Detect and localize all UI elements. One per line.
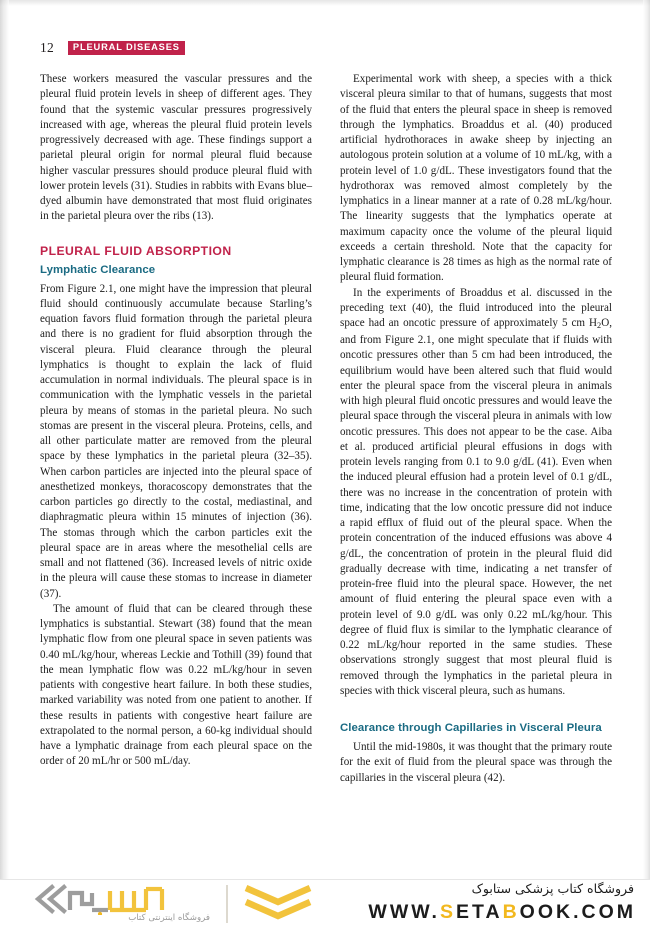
subscript-2: 2 (597, 320, 602, 330)
left-column (40, 72, 312, 878)
spacer (340, 699, 612, 721)
page-number: 12 (40, 40, 54, 55)
paragraph: From Figure 2.1, one might have the impression that pleural fluid should continuously accumulate because Starling’s equation favors fluid formation through the parietal pleura and there is no gradient for fluid absorption through the visceral pleura. Fluid clearance through the pleural lymphatics is thought to explain the lack of fluid accumulation in normal individuals. The pleural space is in communication with the lymphatic vessels in the parietal pleura by means of stomas in the parietal pleura. No such stomas are present in the visceral pleura. Proteins, cells, and all other particulate matter are removed from the pleural space by these lymphatics in the parietal pleura (32–35). When carbon particles are injected into the pleural space of anesthetized monkeys, thoracoscopy demonstrates that the carbon particles go directly to the costal, mediastinal, and diaphragmatic pleura within 15 minutes of injection (36). The stomas through which the carbon particles exit the pleural space are in areas where the mesothelial cells are small and not flattened (36). Increased levels of nitric oxide in the pleura will cause these stomas to increase in diameter (37). (40, 282, 312, 600)
footer-watermark-band (0, 879, 650, 930)
setabook-logo-subtitle: فروشگاه اینترنتی کتاب (128, 913, 210, 923)
section-heading-pleural-fluid-absorption: PLEURAL FLUID ABSORPTION (40, 243, 232, 258)
url-segment: OOK.COM (519, 901, 636, 923)
running-head (40, 40, 185, 56)
subsection-heading-lymphatic-clearance: Lymphatic Clearance (40, 263, 156, 276)
running-head-title: PLEURAL DISEASES (68, 41, 185, 55)
setabook-logo-group (30, 882, 320, 928)
logo-divider (226, 885, 228, 923)
page-edge-left-shadow (0, 0, 9, 880)
paragraph-with-subscript (340, 286, 612, 700)
subsection-heading-clearance-capillaries: Clearance through Capillaries in Visceral Pleura (340, 722, 602, 735)
brand-website-url[interactable] (368, 901, 636, 924)
setabook-brand-right (308, 880, 638, 928)
brand-persian-text: فروشگاه کتاب پزشکی ستابوک (471, 881, 634, 896)
paragraph: Experimental work with sheep, a species with a thick visceral pleura similar to that of humans, suggests that most of the fluid that enters the pleural space in sheep is removed through the lymphatics. Broaddus et al. (40) produced artificial hydrothoraces in awake sheep by injecting an autologous protein solution at a volume of 10 mL/kg, with a protein level of 1.0 g/dL. These investigators found that the hydrothorax was removed almost completely by the lymphatics in a linear manner at a rate of 0.28 mL/kg/hour. The linearity suggests that the lymphatics operate at maximum capacity once the volume of the pleural liquid exceeds a certain threshold. Note that the capacity for lymphatic clearance is 28 times as high as the normal rate of pleural fluid formation. (340, 73, 612, 284)
spacer (40, 225, 312, 244)
setabook-logo-icon (30, 883, 210, 915)
page-edge-top-shadow (0, 0, 650, 6)
chevron-emblem-icon (242, 885, 314, 923)
paragraph-part-1: In the experiments of Broaddus et al. discussed in the preceding text (40), the fluid introduced into the pleural space had an oncotic pressure of approximately 5 cm H (340, 286, 612, 329)
paragraph: These workers measured the vascular pressures and the pleural fluid protein levels in sheep of different ages. They found that the systemic vascular pressures progressively increased with age, whereas the pleural fluid protein levels progressively decreased with age. These findings support a parietal pleural origin for normal pleural fluid because higher vascular pressures should produce pleural fluid with lower protein levels (31). Studies in rabbits with Evans blue–dyed albumin have demonstrated that most fluid originates in the parietal pleura over the ribs (13). (40, 73, 312, 223)
paragraph-part-2: O, and from Figure 2.1, one might speculate that if fluids with oncotic pressures other than 5 cm had been introduced, the equilibrium would have been altered such that fluid would enter the pleural space from the visceral pleura in animals with high pleural fluid oncotic pressures and would leave the pleural space through the visceral pleura in animals with low oncotic pressures. This does not appear to be the case. Aiba et al. produced artificial pleural effusions in dogs with protein levels ranging from 0.1 to 9.0 g/dL (41). Even when the induced pleural effusion had a protein level of 0.1 g/dL, there was no increase in the concentration of protein with time, indicating that the low oncotic pressure did not induce a rapid efflux of fluid out of the pleural space. When the protein concentration of the induced effusions was above 4 g/dL, the concentration of protein in the pleural fluid did gradually decrease with time, indicating a net transfer of protein-free fluid into the pleural space. However, the net amount of fluid entering the pleural space even with a protein level of 9.0 g/dL was only 0.22 mL/kg/hour. This degree of fluid flux is similar to the lymphatic clearance of 0.22 mL/kg/hour reported in the same studies. These observations strongly suggest that most pleural fluid is removed through the lymphatics in the parietal pleura in species with thick visceral pleura, such as humans. (340, 317, 612, 697)
page-edge-right-shadow (643, 0, 650, 880)
right-column (340, 72, 612, 878)
body-columns (40, 72, 612, 878)
paragraph: The amount of fluid that can be cleared through these lymphatics is substantial. Stewart (38) found that the mean lymphatic flow from one pleural space in seven patients was 0.40 mL/kg/hour, whereas Leckie and Tothill (39) found that the mean lymphatic flow was 0.22 mL/kg/hour in seven patients with congestive heart failure. In both these studies, marked variability was noted from one patient to another. If these results in patients with congestive heart failure are extrapolated to the normal person, a 60-kg individual should have a lymphatic drainage from each pleural space on the order of 20 mL/hr or 500 mL/day. (40, 602, 312, 768)
url-segment: WWW. (368, 901, 440, 923)
url-highlight-letter: B (502, 901, 520, 923)
url-segment: ETA (456, 901, 503, 923)
paragraph: Until the mid-1980s, it was thought that the primary route for the exit of fluid from the pleural space was through the capillaries in the visceral pleura (42). (340, 741, 612, 784)
url-highlight-letter: S (439, 901, 456, 923)
